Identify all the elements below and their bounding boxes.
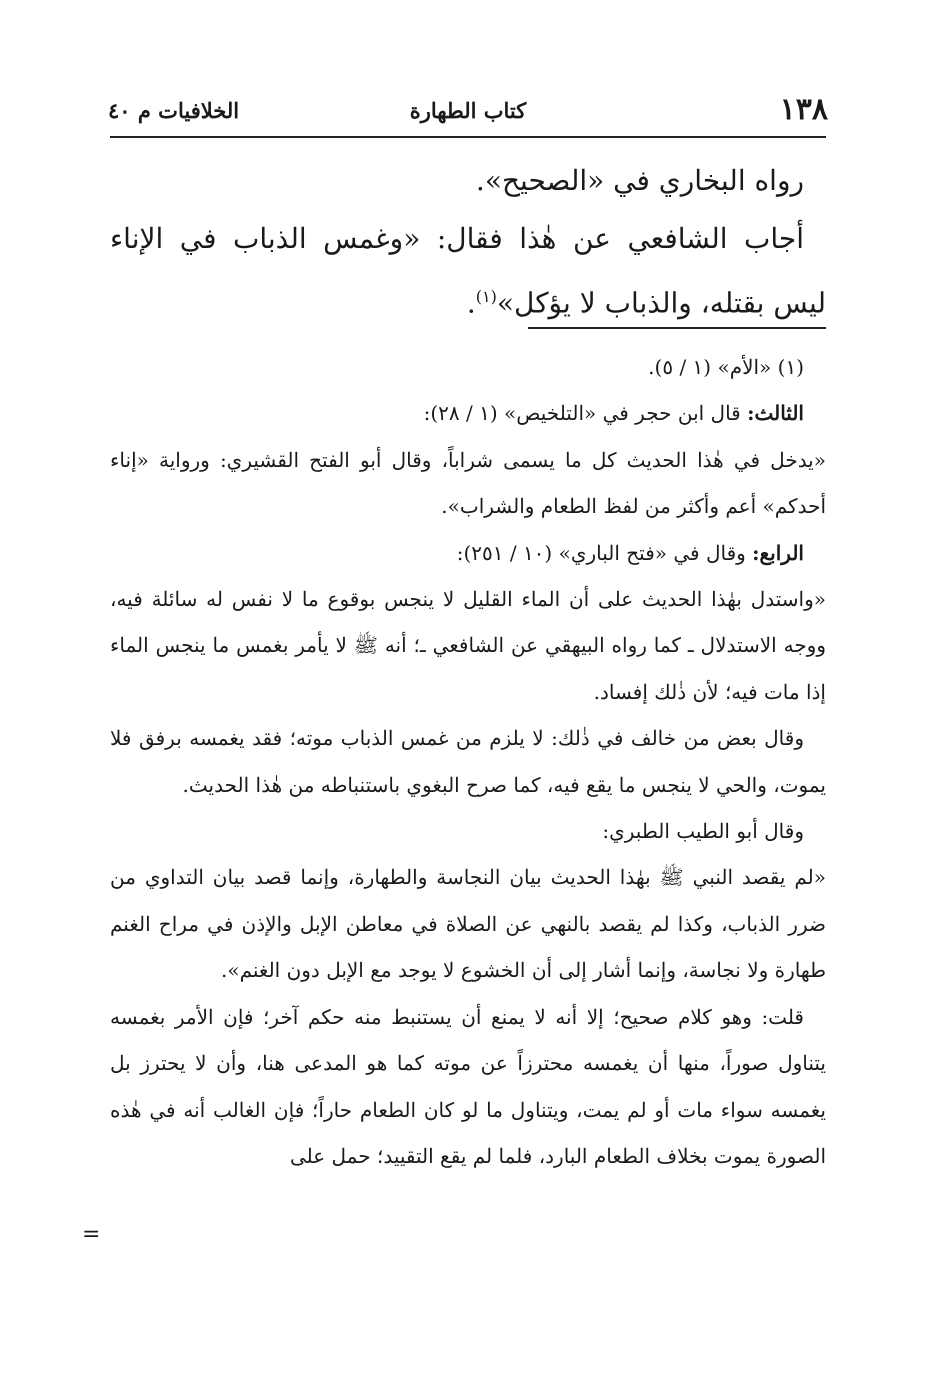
footnote-rule bbox=[528, 327, 826, 329]
footnotes bbox=[110, 344, 826, 1179]
main-line-end: . bbox=[466, 286, 476, 320]
main-text bbox=[110, 152, 826, 332]
running-header bbox=[108, 92, 828, 132]
page-number: ١٣٨ bbox=[779, 92, 828, 127]
footnote-1: (١) «الأم» (١ / ٥). bbox=[648, 355, 804, 379]
note-third-text: قال ابن حجر في «التلخيص» (١ / ٢٨): bbox=[423, 401, 748, 426]
header-rule bbox=[110, 136, 826, 138]
note-paragraph-8: قلت: وهو كلام صحيح؛ إلا أنه لا يمنع أن يستنبط منه حكم آخر؛ فإن الأمر بغمسه يتناول صوراً، منها أن يغمسه محترزاً عن موته كما هو المدعى هنا، وأن لا يحترز بل يغمسه سواء مات أو لم يمت، ويتناول ما لو كان الطعام حاراً؛ فإن الغالب أنه في هٰذه الصورة يموت بخلاف الطعام البارد، فلما لم يقع التقييد؛ حمل على bbox=[110, 1004, 826, 1168]
main-paragraph-2 bbox=[110, 210, 826, 332]
note-fourth-text: وقال في «فتح الباري» (١٠ / ٢٥١): bbox=[456, 540, 753, 565]
note-paragraph-5: وقال بعض من خالف في ذٰلك: لا يلزم من غمس الذباب موته؛ فقد يغمسه برفق فلا يموت، والحي لا ينجس ما يقع فيه، كما صرح البغوي باستنباطه من هٰذا الحديث. bbox=[110, 726, 826, 797]
note-third bbox=[110, 390, 826, 436]
main-line-2: أجاب الشافعي عن هٰذا فقال: «وغمس الذباب في الإناء ليس بقتله، والذباب لا يؤكل» bbox=[110, 222, 826, 320]
note-paragraph-6: وقال أبو الطيب الطبري: bbox=[602, 819, 804, 844]
note-fourth-label: الرابع: bbox=[752, 540, 804, 565]
series-label: الخلافيات م ٤٠ bbox=[108, 98, 240, 123]
note-quote-1: «يدخل في هٰذا الحديث كل ما يسمى شراباً، وقال أبو الفتح القشيري: ورواية «إناء أحدكم» أعم وأكثر من لفظ الطعام والشراب». bbox=[110, 447, 826, 519]
note-quote-3: «لم يقصد النبي ﷺ بهٰذا الحديث بيان النجاسة والطهارة، وإنما قصد بيان التداوي من ضرر الذباب، وكذا لم يقصد بالنهي عن الصلاة في معاطن الإبل والإذن في مراح الغنم طهارة ولا نجاسة، وإنما أشار إلى أن الخشوع لا يوجد مع الإبل دون الغنم». bbox=[110, 865, 826, 983]
note-fourth bbox=[110, 530, 826, 576]
note-quote-2: «واستدل بهٰذا الحديث على أن الماء القليل لا ينجس بوقوع ما لا نفس له سائلة فيه، ووجه الاستدلال ـ كما رواه البيهقي عن الشافعي ـ؛ أنه ﷺ لا يأمر بغمس ما ينجس الماء إذا مات فيه؛ لأن ذٰلك إفساد. bbox=[110, 587, 826, 704]
book-title: كتاب الطهارة bbox=[409, 98, 527, 123]
main-line-1: رواه البخاري في «الصحيح». bbox=[475, 164, 804, 197]
note-third-label: الثالث: bbox=[747, 401, 804, 426]
footnote-ref-1[interactable]: (١) bbox=[475, 287, 497, 306]
continuation-mark: = bbox=[82, 1222, 101, 1247]
